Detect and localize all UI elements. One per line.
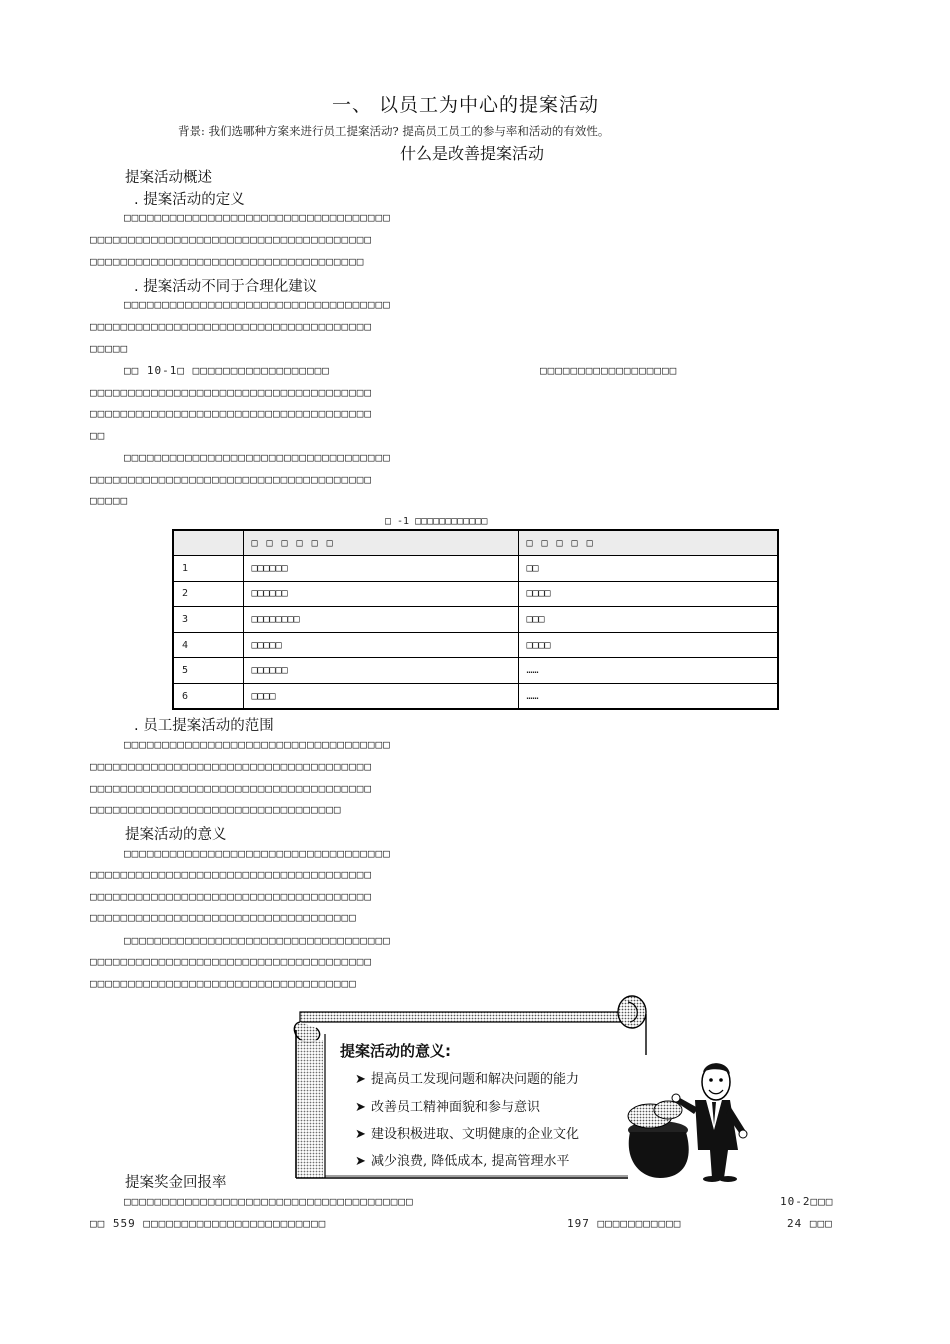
arrow-bullet-icon: ➤	[355, 1072, 366, 1087]
box-bullet-text: 改善员工精神面貌和参与意识	[371, 1100, 541, 1115]
para7-line2: □□□□□□□□□□□□□□□□□□□□□□□□□□□□□□□□□□□□□	[90, 955, 373, 968]
table-cell: □□	[518, 556, 778, 582]
box-bullet-text: 减少浪费, 降低成本, 提高管理水平	[371, 1154, 570, 1169]
arrow-bullet-icon: ➤	[355, 1154, 366, 1169]
para6-line4: □□□□□□□□□□□□□□□□□□□□□□□□□□□□□□□□□□□	[90, 911, 357, 924]
table-cell: □□□□	[243, 684, 518, 710]
para3-line4: □□	[90, 429, 106, 442]
table-cell: 3	[173, 607, 243, 633]
table-cell: ……	[518, 658, 778, 684]
para2-line1: □□□□□□□□□□□□□□□□□□□□□□□□□□□□□□□□□□□	[124, 298, 391, 311]
heading-scope: . 员工提案活动的范围	[134, 718, 274, 734]
background-note: 背景: 我们选哪种方案来进行员工提案活动? 提高员工员工的参与率和活动的有效性。	[178, 124, 610, 138]
last-line1-end: 10-2□□□	[780, 1195, 834, 1208]
last-line1: □□□□□□□□□□□□□□□□□□□□□□□□□□□□□□□□□□□□□□	[124, 1195, 414, 1208]
para5-line1: □□□□□□□□□□□□□□□□□□□□□□□□□□□□□□□□□□□	[124, 738, 391, 751]
para5-line4: □□□□□□□□□□□□□□□□□□□□□□□□□□□□□□□□□	[90, 803, 342, 816]
box-bullet-item	[355, 1096, 540, 1115]
para1-line1: □□□□□□□□□□□□□□□□□□□□□□□□□□□□□□□□□□□	[124, 211, 391, 224]
box-bullet-item	[355, 1068, 579, 1087]
last-line2c: 24 □□□	[787, 1217, 833, 1230]
box-bullet-item	[355, 1123, 579, 1142]
para2-line2: □□□□□□□□□□□□□□□□□□□□□□□□□□□□□□□□□□□□□	[90, 320, 373, 333]
para1-line2: □□□□□□□□□□□□□□□□□□□□□□□□□□□□□□□□□□□□□	[90, 233, 373, 246]
scroll-curl-left	[294, 1022, 325, 1178]
heading-significance: 提案活动的意义	[125, 827, 227, 843]
heading-difference: . 提案活动不同于合理化建议	[134, 279, 318, 295]
table-cell: 5	[173, 658, 243, 684]
para2-line3: □□□□□	[90, 342, 129, 355]
para4-line3: □□□□□	[90, 494, 129, 507]
last-line2b: 197 □□□□□□□□□□□	[567, 1217, 682, 1230]
para3-line1b: □□□□□□□□□□□□□□□□□□	[540, 364, 678, 377]
page-title: 一、 以员工为中心的提案活动	[332, 94, 600, 116]
box-bullet-text: 建设积极进取、文明健康的企业文化	[371, 1127, 580, 1142]
table-cell: 2	[173, 581, 243, 607]
box-bullet-item	[355, 1150, 570, 1169]
table-cell: □□□□□□□□	[243, 607, 518, 633]
para7-line3: □□□□□□□□□□□□□□□□□□□□□□□□□□□□□□□□□□□	[90, 977, 357, 990]
table-caption: □ -1 □□□□□□□□□□□□	[385, 516, 488, 527]
para4-line1: □□□□□□□□□□□□□□□□□□□□□□□□□□□□□□□□□□□	[124, 451, 391, 464]
arrow-bullet-icon: ➤	[355, 1127, 366, 1142]
para3-line1a: □□ 10-1□ □□□□□□□□□□□□□□□□□□	[124, 364, 330, 377]
table-cell: ……	[518, 684, 778, 710]
table-cell: □□□□	[518, 581, 778, 607]
heading-overview: 提案活动概述	[125, 170, 212, 186]
table-cell: □□□	[518, 607, 778, 633]
para6-line1: □□□□□□□□□□□□□□□□□□□□□□□□□□□□□□□□□□□	[124, 847, 391, 860]
table-cell: □□□□	[518, 632, 778, 658]
cartoon-businessman-icon	[628, 1063, 747, 1182]
heading-bonus-return: 提案奖金回报率	[125, 1175, 227, 1191]
last-line2a: □□ 559 □□□□□□□□□□□□□□□□□□□□□□□□	[90, 1217, 327, 1230]
table-cell: □□□□□□	[243, 581, 518, 607]
para5-line3: □□□□□□□□□□□□□□□□□□□□□□□□□□□□□□□□□□□□□	[90, 782, 373, 795]
para3-line2: □□□□□□□□□□□□□□□□□□□□□□□□□□□□□□□□□□□□□	[90, 386, 373, 399]
para3-line3: □□□□□□□□□□□□□□□□□□□□□□□□□□□□□□□□□□□□□	[90, 407, 373, 420]
scroll-curl-right	[618, 996, 646, 1055]
box-title: 提案活动的意义:	[340, 1042, 451, 1060]
arrow-bullet-icon: ➤	[355, 1100, 366, 1115]
table-cell: 6	[173, 684, 243, 710]
para6-line2: □□□□□□□□□□□□□□□□□□□□□□□□□□□□□□□□□□□□□	[90, 868, 373, 881]
para4-line2: □□□□□□□□□□□□□□□□□□□□□□□□□□□□□□□□□□□□□	[90, 473, 373, 486]
table-header-cell: □□□□□	[518, 530, 778, 556]
table-cell: □□□□□□	[243, 658, 518, 684]
table-cell: □□□□□□	[243, 556, 518, 582]
para5-line2: □□□□□□□□□□□□□□□□□□□□□□□□□□□□□□□□□□□□□	[90, 760, 373, 773]
para6-line3: □□□□□□□□□□□□□□□□□□□□□□□□□□□□□□□□□□□□□	[90, 890, 373, 903]
table-cell: 1	[173, 556, 243, 582]
table-header-cell: □□□□□□	[243, 530, 518, 556]
table-cell: □□□□□	[243, 632, 518, 658]
para7-line1: □□□□□□□□□□□□□□□□□□□□□□□□□□□□□□□□□□□	[124, 934, 391, 947]
heading-definition: . 提案活动的定义	[134, 192, 245, 208]
para1-line3: □□□□□□□□□□□□□□□□□□□□□□□□□□□□□□□□□□□□	[90, 255, 365, 268]
section-subtitle: 什么是改善提案活动	[400, 144, 545, 163]
box-bullet-text: 提高员工发现问题和解决问题的能力	[371, 1072, 580, 1087]
table-cell: 4	[173, 632, 243, 658]
